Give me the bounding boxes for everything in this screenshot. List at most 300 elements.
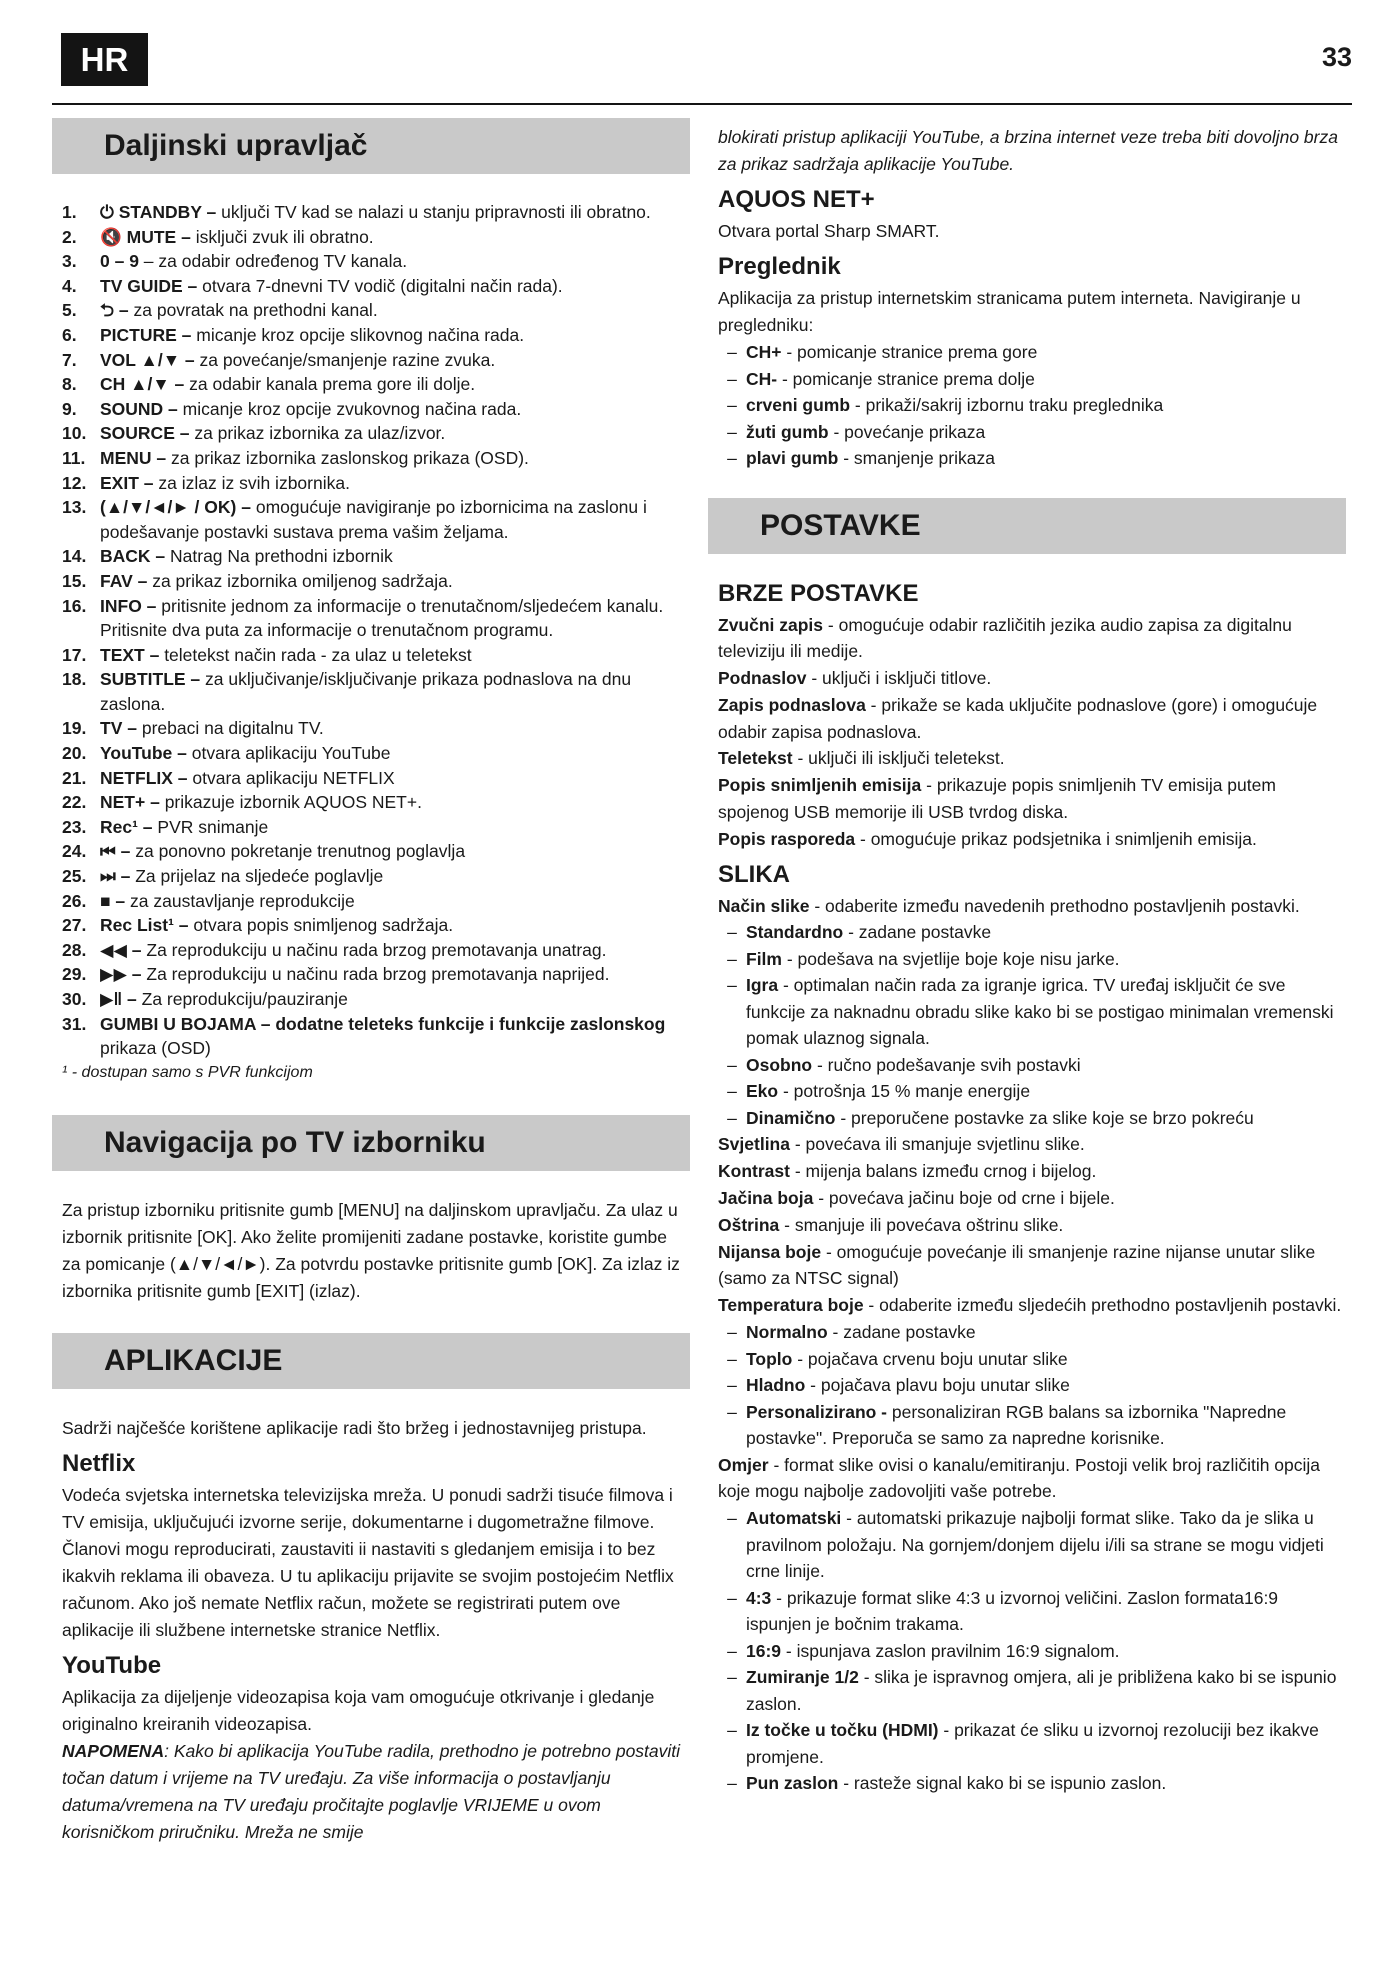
picture-setting-key: Jačina boja <box>718 1188 814 1209</box>
remote-item-key: MENU – <box>100 447 167 468</box>
remote-item-number: 19. <box>62 718 87 739</box>
color-temp-item <box>718 1399 1346 1452</box>
color-temp-item-key: Toplo <box>746 1348 793 1369</box>
dash-marker: – <box>727 1773 737 1794</box>
remote-item-desc: prebaci na digitalnu TV. <box>136 718 324 739</box>
remote-item-number: 24. <box>62 841 87 862</box>
remote-item-key: SOUND – <box>100 398 178 419</box>
remote-item <box>52 790 690 815</box>
quick-setting <box>718 772 1346 826</box>
picture-setting-key: Nijansa boje <box>718 1241 822 1262</box>
picture-mode-item-desc: - zadane postavke <box>843 922 992 943</box>
youtube-text: Aplikacija za dijeljenje videozapisa koja vam omogućuje otkrivanje i gledanje originalno kreiranih videozapisa. <box>62 1686 655 1734</box>
remote-item <box>52 569 690 594</box>
picture-mode-item-desc: - preporučene postavke za slike koje se brzo pokreću <box>835 1107 1254 1128</box>
remote-item <box>52 667 690 716</box>
remote-item <box>52 446 690 471</box>
picture-heading: SLIKA <box>718 860 790 888</box>
color-temp-item-desc: - zadane postavke <box>827 1322 976 1343</box>
remote-item-key: TV – <box>100 718 137 739</box>
remote-item-text <box>100 594 690 643</box>
remote-item <box>52 397 690 422</box>
remote-item-key: 0 – 9 <box>100 251 139 272</box>
picture-setting-desc: - omogućuje povećanje ili smanjenje razine nijanse unutar slike (samo za NTSC signal) <box>718 1241 1316 1289</box>
remote-item <box>52 594 690 643</box>
settings-section-title: POSTAVKE <box>708 498 1346 554</box>
color-temp-item-desc: - pojačava crvenu boju unutar slike <box>792 1348 1068 1369</box>
quick-setting-key: Popis rasporeda <box>718 828 856 849</box>
language-badge: HR <box>61 33 148 86</box>
remote-item-number: 17. <box>62 644 87 665</box>
remote-item-text <box>100 446 690 471</box>
remote-item-desc: omogućuje navigiranje po izbornicima na zaslonu i podešavanje postavki sustava prema vašim željama. <box>100 497 647 542</box>
remote-item-key: ⮌ – <box>100 300 129 321</box>
picture-setting <box>718 1239 1346 1293</box>
remote-item-key: NETFLIX – <box>100 767 188 788</box>
remote-item-desc: pritisnite jednom za informacije o trenutačnom/sljedećem kanalu. Pritisnite dva puta za informacije o trenutačnom programu. <box>100 595 664 641</box>
picture-setting <box>718 1131 1346 1158</box>
color-temp-item-key: Personalizirano - <box>746 1401 888 1422</box>
quick-setting-key: Zapis podnaslova <box>718 694 866 715</box>
remote-item <box>52 274 690 299</box>
remote-item <box>52 741 690 766</box>
remote-item-desc: – za odabir određenog TV kanala. <box>138 251 408 272</box>
remote-item-key: NET+ – <box>100 792 160 813</box>
remote-item-text <box>100 421 690 446</box>
aspect-ratio <box>708 1452 1346 1506</box>
dash-marker: – <box>727 448 737 468</box>
remote-item-desc: za odabir kanala prema gore ili dolje. <box>184 374 476 395</box>
browser-item-key: žuti gumb <box>746 421 829 442</box>
dash-marker: – <box>727 975 737 996</box>
remote-item-number: 15. <box>62 570 87 591</box>
picture-setting-key: Svjetlina <box>718 1134 790 1155</box>
browser-list <box>708 339 1346 472</box>
remote-item-key: ⏻ STANDBY – <box>100 202 217 222</box>
remote-item <box>52 864 690 889</box>
remote-item-desc: otvara popis snimljenog sadržaja. <box>188 915 454 936</box>
remote-item-desc: Za reprodukciju u načinu rada brzog premotavanja naprijed. <box>141 964 610 985</box>
picture-setting-desc: - odaberite između sljedećih prethodno postavljenih postavki. <box>863 1295 1342 1316</box>
picture-mode-item <box>718 946 1346 973</box>
browser-item-desc: - smanjenje prikaza <box>838 448 995 468</box>
remote-item <box>52 913 690 938</box>
remote-item-text <box>100 938 690 963</box>
remote-item-number: 5. <box>62 300 77 321</box>
remote-item-key: SOURCE – <box>100 423 190 444</box>
quick-setting-desc: - prikazuje popis snimljenih TV emisija putem spojenog USB memorije ili USB tvrdog diska. <box>718 775 1276 823</box>
picture-mode-item <box>718 1052 1346 1079</box>
remote-item-number: 16. <box>62 595 87 616</box>
color-temp-item <box>718 1372 1346 1399</box>
browser-item-key: CH+ <box>746 342 782 362</box>
dash-marker: – <box>727 1375 737 1396</box>
aspect-item-desc: - prikazat će sliku u izvornoj rezoluciji bez ikakve promjene. <box>746 1720 1319 1767</box>
remote-item <box>52 716 690 741</box>
picture-mode-item-content <box>746 1078 1346 1105</box>
aspect-item-key: Pun zaslon <box>746 1773 839 1794</box>
aspect-item <box>718 1505 1346 1585</box>
dash-marker: – <box>727 1348 737 1369</box>
remote-item-number: 12. <box>62 472 87 493</box>
browser-item-content <box>746 419 1346 446</box>
remote-item-key: YouTube – <box>100 743 187 764</box>
remote-list <box>52 200 690 1061</box>
picture-mode-item-key: Igra <box>746 975 779 996</box>
picture-mode-item-key: Standardno <box>746 922 844 943</box>
quick-setting <box>718 692 1346 746</box>
picture-mode-item-key: Dinamično <box>746 1107 836 1128</box>
remote-item-desc: micanje kroz opcije zvukovnog načina rada. <box>177 398 522 419</box>
remote-item <box>52 372 690 397</box>
picture-mode-item-key: Osobno <box>746 1054 813 1075</box>
remote-item <box>52 323 690 348</box>
aspect-item <box>718 1664 1346 1717</box>
remote-item-key: ▶‖ – <box>100 989 137 1009</box>
dash-marker: – <box>727 342 737 362</box>
picture-setting-desc: - povećava ili smanjuje svjetlinu slike. <box>789 1134 1085 1155</box>
color-temperature-list <box>708 1319 1346 1452</box>
aspect-item-content <box>746 1585 1346 1638</box>
remote-item-key: GUMBI U BOJAMA – dodatne teleteks funkcije i funkcije zaslonskog <box>100 1013 666 1034</box>
dash-marker: – <box>727 1401 737 1422</box>
remote-item <box>52 225 690 250</box>
picture-mode-item <box>718 972 1346 1052</box>
remote-item-text <box>100 643 690 668</box>
remote-item-number: 20. <box>62 743 87 764</box>
picture-mode-item-desc: - optimalan način rada za igranje igrica. TV uređaj isključit će sve funkcije za naknadnu obradu slike kako bi se postigao minimalan vremenski pomak ulaznog signala. <box>746 975 1334 1049</box>
picture-setting-desc: - povećava jačinu boje od crne i bijele. <box>813 1188 1115 1209</box>
aspect-item-key: Automatski <box>746 1508 842 1529</box>
remote-item <box>52 938 690 963</box>
remote-item-number: 3. <box>62 251 77 272</box>
picture-mode <box>708 893 1346 920</box>
browser-item-key: crveni gumb <box>746 395 851 415</box>
aspect-item-content <box>746 1664 1346 1717</box>
browser-item-key: CH- <box>746 368 778 389</box>
remote-item-key: Rec¹ – <box>100 816 153 837</box>
browser-item-key: plavi gumb <box>746 448 839 468</box>
picture-mode-item-desc: - podešava na svjetlije boje koje nisu jarke. <box>781 948 1120 969</box>
quick-settings-list <box>708 612 1346 853</box>
browser-item <box>718 445 1346 472</box>
dash-marker: – <box>727 1322 737 1343</box>
picture-setting <box>718 1185 1346 1212</box>
quick-setting <box>718 745 1346 772</box>
color-temp-item-content <box>746 1399 1346 1452</box>
remote-item-number: 27. <box>62 915 87 936</box>
remote-item-desc: Za prijelaz na sljedeće poglavlje <box>130 866 384 887</box>
picture-mode-item-content <box>746 1105 1346 1132</box>
remote-item-key: 🔇 MUTE – <box>100 226 191 247</box>
picture-setting-desc: - mijenja balans između crnog i bijelog. <box>789 1161 1097 1182</box>
picture-mode-list <box>708 919 1346 1131</box>
remote-section-title: Daljinski upravljač <box>52 118 690 174</box>
remote-item-desc: za prikaz izbornika zaslonskog prikaza (OSD). <box>166 447 529 468</box>
remote-item-desc: prikaza (OSD) <box>100 1038 211 1059</box>
dash-marker: – <box>727 1081 737 1102</box>
quick-setting <box>718 612 1346 666</box>
apps-section-title: APLIKACIJE <box>52 1333 690 1389</box>
aspect-item-desc: - prikazuje format slike 4:3 u izvornoj veličini. Zaslon formata16:9 ispunjen je bočnim trakama. <box>746 1587 1279 1635</box>
remote-item-number: 9. <box>62 398 77 419</box>
remote-item-number: 29. <box>62 964 87 985</box>
remote-item-desc: PVR snimanje <box>152 816 269 837</box>
dash-marker: – <box>727 948 737 969</box>
color-temp-item-content <box>746 1372 1346 1399</box>
remote-item-text <box>100 987 690 1012</box>
quick-settings-heading: BRZE POSTAVKE <box>718 579 919 607</box>
remote-item-desc: teletekst način rada - za ulaz u teletekst <box>159 644 472 665</box>
remote-item-desc: Za reprodukciju u načinu rada brzog premotavanja unatrag. <box>141 939 607 960</box>
picture-mode-item-content <box>746 972 1346 1052</box>
remote-item-desc: otvara aplikaciju NETFLIX <box>187 767 395 788</box>
browser-item-content <box>746 392 1346 419</box>
dash-marker: – <box>727 1054 737 1075</box>
remote-item-desc: uključi TV kad se nalazi u stanju pripravnosti ili obratno. <box>216 202 651 222</box>
picture-mode-item-content <box>746 919 1346 946</box>
remote-item <box>52 200 690 225</box>
browser-heading: Preglednik <box>718 253 841 280</box>
remote-item-number: 1. <box>62 202 77 222</box>
remote-item-number: 28. <box>62 939 87 960</box>
remote-item-text <box>100 962 690 987</box>
remote-item <box>52 643 690 668</box>
color-temp-item <box>718 1319 1346 1346</box>
remote-item <box>52 1012 690 1061</box>
quick-setting-desc: - omogućuje prikaz podsjetnika i snimljenih emisija. <box>855 828 1257 849</box>
remote-item-desc: za prikaz izbornika omiljenog sadržaja. <box>147 570 453 591</box>
browser-item-desc: - pomicanje stranice prema gore <box>781 342 1038 362</box>
netflix-text: Vodeća svjetska internetska televizijska mreža. U ponudi sadrži tisuće filmova i TV emisija, uključujući izvorne serije, dokumentarne i dugometražne filmove. Članovi mogu reproducirati, zaustaviti ii nastaviti s gledanjem emisija i to bez ikakvih reklama ili obaveza. U tu aplikaciju prijavite se svojim postojećim Netflix računom. Ako još nemate Netflix račun, možete se registrirati putem ove aplikacije ili službene internetske stranice Netflix. <box>62 1484 674 1640</box>
youtube-heading: YouTube <box>62 1651 162 1679</box>
remote-item-desc: otvara aplikaciju YouTube <box>186 743 391 764</box>
aspect-item-key: Zumiranje 1/2 <box>746 1667 859 1688</box>
remote-item-number: 7. <box>62 349 77 370</box>
remote-item-key: TEXT – <box>100 644 160 665</box>
remote-item-text <box>100 790 690 815</box>
remote-item-text <box>100 249 690 274</box>
remote-item-desc: za povećanje/smanjenje razine zvuka. <box>194 349 496 370</box>
aspect-ratio-key: Omjer <box>718 1454 769 1475</box>
browser-item-content <box>746 339 1346 366</box>
remote-item <box>52 815 690 840</box>
dash-marker: – <box>727 1667 737 1688</box>
remote-item-text <box>100 397 690 422</box>
color-temp-item-content <box>746 1319 1346 1346</box>
remote-item-key: INFO – <box>100 595 157 616</box>
browser-item-desc: - povećanje prikaza <box>828 421 986 442</box>
remote-item-desc: za uključivanje/isključivanje prikaza podnaslova na dnu zaslona. <box>100 669 632 714</box>
aspect-item-desc: - ispunjava zaslon pravilnim 16:9 signalom. <box>781 1640 1120 1661</box>
quick-setting-key: Popis snimljenih emisija <box>718 775 922 796</box>
note-text: : Kako bi aplikacija YouTube radila, prethodno je potrebno postaviti točan datum i vrijeme na TV uređaju. Za više informacija o postavljanju datuma/vremena na TV uređaju pročitajte poglavlje VRIJEME u ovom korisničkom priručniku. Mreža ne smije <box>62 1740 681 1842</box>
aspect-item-desc: - rasteže signal kako bi se ispunio zaslon. <box>838 1773 1167 1794</box>
remote-item-number: 23. <box>62 816 87 837</box>
remote-item-text <box>100 815 690 840</box>
remote-item-number: 18. <box>62 669 87 690</box>
dash-marker: – <box>727 1107 737 1128</box>
remote-footnote: ¹ - dostupan samo s PVR funkcijom <box>62 1063 313 1081</box>
nav-text: Za pristup izborniku pritisnite gumb [MENU] na daljinskom upravljaču. Za ulaz u izbornik pritisnite [OK]. Ako želite promijeniti zadane postavke, koristite gumbe za pomicanje (▲/▼/◄/►). Za potvrdu postavke pritisnite gumb [OK]. Za izlaz iz izbornika pritisnite gumb [EXIT] (izlaz). <box>62 1199 680 1301</box>
quick-setting <box>718 826 1346 853</box>
picture-mode-text: - odaberite između navedenih prethodno postavljenih postavki. <box>809 895 1300 916</box>
remote-item-key: ◀◀ – <box>100 939 142 960</box>
aspect-item <box>718 1585 1346 1638</box>
aspect-item-content <box>746 1770 1346 1797</box>
remote-item-text <box>100 716 690 741</box>
remote-item-desc: za povratak na prethodni kanal. <box>128 300 378 321</box>
dash-marker: – <box>727 1720 737 1741</box>
remote-item <box>52 839 690 864</box>
remote-item-key: ▶▶ – <box>100 964 142 985</box>
remote-item-number: 30. <box>62 989 87 1009</box>
remote-item-desc: prikazuje izbornik AQUOS NET+. <box>159 792 422 813</box>
aspect-item <box>718 1770 1346 1797</box>
remote-item-number: 13. <box>62 497 87 518</box>
remote-item-key: CH ▲/▼ – <box>100 374 185 395</box>
youtube-note-continued: blokirati pristup aplikaciji YouTube, a brzina internet veze treba biti dovoljno brza za prikaz sadržaja aplikacije YouTube. <box>718 127 1338 174</box>
remote-item-number: 25. <box>62 866 87 887</box>
remote-item <box>52 544 690 569</box>
quick-setting-desc: - uključi i isključi titlove. <box>806 668 992 689</box>
aquos-text: Otvara portal Sharp SMART. <box>718 221 940 241</box>
aspect-item-content <box>746 1638 1346 1665</box>
remote-item-key: EXIT – <box>100 472 154 493</box>
remote-item-text <box>100 913 690 938</box>
picture-mode-item-content <box>746 1052 1346 1079</box>
browser-item-desc: - prikaži/sakrij izbornu traku preglednika <box>850 395 1164 415</box>
remote-item-text <box>100 372 690 397</box>
aspect-item-desc: - automatski prikazuje najbolji format slike. Tako da je slika u pravilnom položaju. Na gornjem/donjem dijelu i/ili sa strane se mogu vidjeti crne linije. <box>746 1508 1324 1582</box>
remote-item-key: PICTURE – <box>100 324 192 345</box>
remote-item-text <box>100 323 690 348</box>
remote-item-key: ⏮ – <box>100 841 131 862</box>
aspect-item <box>718 1638 1346 1665</box>
remote-item-text <box>100 741 690 766</box>
remote-item-desc: za izlaz iz svih izbornika. <box>153 472 350 493</box>
remote-item-number: 31. <box>62 1013 87 1034</box>
remote-item-key: (▲/▼/◄/► / OK) – <box>100 497 251 518</box>
aspect-item-key: 16:9 <box>746 1640 782 1661</box>
remote-item-text <box>100 889 690 914</box>
remote-item-text <box>100 1012 690 1061</box>
page-number: 33 <box>1321 42 1352 72</box>
remote-item-key: TV GUIDE – <box>100 275 198 296</box>
browser-item <box>718 392 1346 419</box>
remote-item-key: BACK – <box>100 546 166 567</box>
picture-setting-key: Kontrast <box>718 1161 790 1182</box>
remote-item-text <box>100 495 690 544</box>
quick-setting-key: Zvučni zapis <box>718 614 824 635</box>
remote-item-number: 21. <box>62 767 87 788</box>
picture-setting-key: Temperatura boje <box>718 1295 864 1316</box>
remote-item <box>52 987 690 1012</box>
right-column <box>708 118 1346 1797</box>
remote-item-number: 4. <box>62 275 77 296</box>
apps-intro: Sadrži najčešće korištene aplikacije radi što bržeg i jednostavnijeg pristupa. <box>62 1417 647 1438</box>
quick-setting-key: Podnaslov <box>718 668 807 689</box>
color-temp-item <box>718 1346 1346 1373</box>
nav-section-title: Navigacija po TV izborniku <box>52 1115 690 1171</box>
browser-item <box>718 339 1346 366</box>
quick-setting-key: Teletekst <box>718 748 793 769</box>
remote-item <box>52 471 690 496</box>
remote-item-text <box>100 200 690 225</box>
aquos-heading: AQUOS NET+ <box>718 186 875 213</box>
color-temp-item-key: Hladno <box>746 1375 806 1396</box>
remote-item-number: 14. <box>62 546 87 567</box>
quick-setting <box>718 665 1346 692</box>
aspect-item-key: 4:3 <box>746 1587 772 1608</box>
picture-mode-item-key: Eko <box>746 1081 779 1102</box>
remote-item-text <box>100 766 690 791</box>
remote-item <box>52 421 690 446</box>
aspect-item-content <box>746 1717 1346 1770</box>
remote-item <box>52 249 690 274</box>
quick-setting-desc: - omogućuje odabir različitih jezika audio zapisa za digitalnu televiziju ili medije. <box>718 614 1292 662</box>
remote-item <box>52 962 690 987</box>
aspect-item-key: Iz točke u točku (HDMI) <box>746 1720 939 1741</box>
remote-item-desc: micanje kroz opcije slikovnog načina rada. <box>191 324 525 345</box>
quick-setting-desc: - uključi ili isključi teletekst. <box>792 748 1005 769</box>
picture-mode-item <box>718 919 1346 946</box>
quick-setting-desc: - prikaže se kada uključite podnaslove (gore) i omogućuje odabir zapisa podnaslova. <box>718 694 1318 742</box>
remote-item-number: 26. <box>62 890 87 911</box>
browser-item-desc: - pomicanje stranice prema dolje <box>777 368 1035 389</box>
netflix-heading: Netflix <box>62 1449 136 1477</box>
picture-setting <box>718 1212 1346 1239</box>
picture-mode-item <box>718 1078 1346 1105</box>
remote-item-number: 8. <box>62 374 77 395</box>
remote-item-desc: Natrag Na prethodni izbornik <box>165 546 393 567</box>
dash-marker: – <box>727 1508 737 1529</box>
dash-marker: – <box>727 368 737 389</box>
remote-item <box>52 766 690 791</box>
color-temp-item-desc: - pojačava plavu boju unutar slike <box>805 1375 1070 1396</box>
remote-item-key: ⏭ – <box>100 866 131 887</box>
browser-item <box>718 419 1346 446</box>
left-column <box>52 118 690 1846</box>
remote-item-text <box>100 274 690 299</box>
picture-settings-list <box>708 1131 1346 1319</box>
remote-item-number: 10. <box>62 423 87 444</box>
remote-item-key: VOL ▲/▼ – <box>100 349 195 370</box>
remote-item-number: 6. <box>62 324 77 345</box>
remote-item-text <box>100 544 690 569</box>
picture-mode-item-desc: - ručno podešavanje svih postavki <box>812 1054 1081 1075</box>
remote-item-key: Rec List¹ – <box>100 915 189 936</box>
dash-marker: – <box>727 395 737 415</box>
remote-item-text <box>100 298 690 323</box>
browser-item-content <box>746 366 1346 393</box>
color-temp-item-key: Normalno <box>746 1322 828 1343</box>
aspect-item-desc: - slika je ispravnog omjera, ali je približena kako bi se ispunio zaslon. <box>746 1667 1337 1714</box>
remote-item <box>52 298 690 323</box>
picture-mode-item-key: Film <box>746 948 782 969</box>
remote-item-desc: za ponovno pokretanje trenutnog poglavlja <box>130 841 466 862</box>
remote-item-text <box>100 348 690 373</box>
dash-marker: – <box>727 1640 737 1661</box>
remote-item-number: 2. <box>62 226 77 247</box>
remote-item-key: ■ – <box>100 890 126 911</box>
aspect-ratio-text: - format slike ovisi o kanalu/emitiranju. Postoji velik broj različitih opcija koje mogu najbolje zadovoljiti vaše potrebe. <box>718 1454 1321 1502</box>
picture-mode-key: Način slike <box>718 895 810 916</box>
remote-item-text <box>100 839 690 864</box>
aspect-item-content <box>746 1505 1346 1585</box>
header-rule <box>52 103 1352 105</box>
remote-item-text <box>100 225 690 250</box>
